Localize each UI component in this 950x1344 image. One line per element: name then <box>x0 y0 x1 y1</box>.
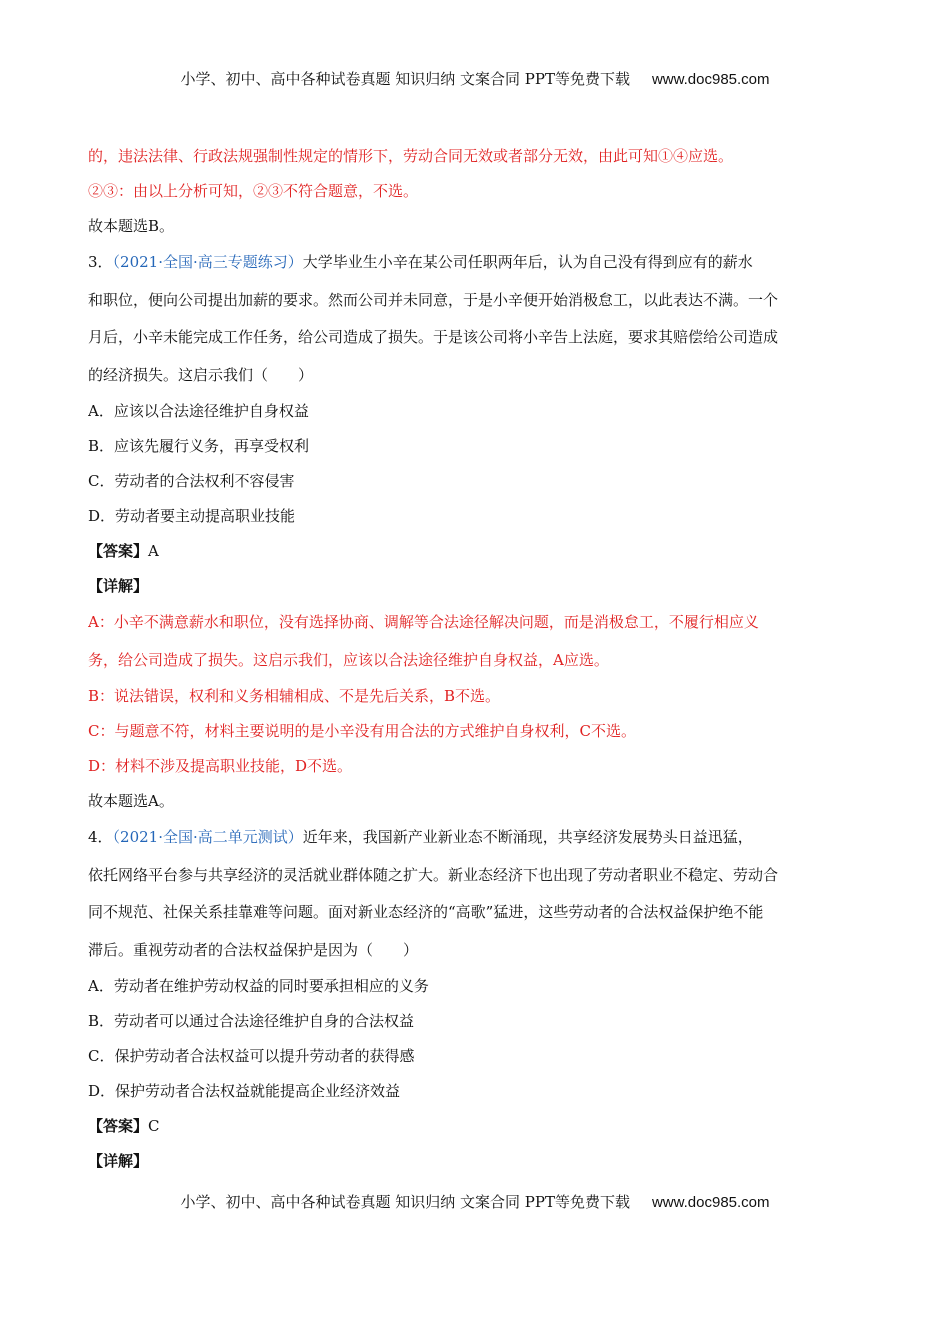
answer-tag: 【答案】 <box>88 542 149 560</box>
q3-detail-line: 务，给公司造成了损失。这启示我们，应该以合法途径维护自身权益，A应选。 <box>88 650 609 669</box>
prev-explanation-line: 的，违法法律、行政法规强制性规定的情形下，劳动合同无效或者部分无效，由此可知①④应选。 <box>88 147 734 165</box>
q4-option-a: A．劳动者在维护劳动权益的同时要承担相应的义务 <box>88 977 429 995</box>
prev-explanation-line: ②③：由以上分析可知，②③不符合题意，不选。 <box>88 182 419 200</box>
footer-text: 小学、初中、高中各种试卷真题 知识归纳 文案合同 PPT等免费下载 <box>180 1193 630 1211</box>
q4-detail-tag: 【详解】 <box>88 1152 149 1170</box>
q3-stem-line: 的经济损失。这启示我们（ ） <box>88 365 314 384</box>
q4-stem-line: 同不规范、社保关系挂靠难等问题。面对新业态经济的“高歌”猛进，这些劳动者的合法权益保护绝不能 <box>88 903 764 921</box>
q3-option-d: D．劳动者要主动提高职业技能 <box>88 507 296 525</box>
document-body <box>88 139 868 1179</box>
q4-stem-line <box>88 819 868 857</box>
q4-stem-line: 滞后。重视劳动者的合法权益保护是因为（ ） <box>88 940 419 959</box>
q3-detail-line: B：说法错误，权利和义务相辅相成、不是先后关系，B不选。 <box>88 687 501 705</box>
footer-site-link[interactable]: www.doc985.com <box>651 1194 770 1211</box>
q3-conclusion: 故本题选A。 <box>88 792 174 810</box>
q3-stem-text: 大学毕业生小辛在某公司任职两年后，认为自己没有得到应有的薪水 <box>302 253 753 271</box>
q4-option-d: D．保护劳动者合法权益就能提高企业经济效益 <box>88 1082 401 1100</box>
header-site-link[interactable]: www.doc985.com <box>651 71 770 88</box>
answer-value: C <box>148 1117 160 1135</box>
q3-answer <box>88 534 868 569</box>
q3-stem-line <box>88 244 868 282</box>
q3-source: （2021·全国·高三专题练习） <box>112 253 303 271</box>
q3-option-c: C．劳动者的合法权利不容侵害 <box>88 472 295 490</box>
answer-tag: 【答案】 <box>88 1117 149 1135</box>
page-header <box>0 68 950 89</box>
q3-detail-line: D：材料不涉及提高职业技能，D不选。 <box>88 757 353 775</box>
q4-answer <box>88 1109 868 1144</box>
answer-value: A <box>148 542 159 560</box>
q4-number: 4． <box>88 828 113 846</box>
page-footer <box>0 1191 950 1212</box>
q4-option-c: C．保护劳动者合法权益可以提升劳动者的获得感 <box>88 1047 415 1065</box>
q3-option-b: B．应该先履行义务，再享受权利 <box>88 437 310 455</box>
q4-source: （2021·全国·高二单元测试） <box>112 828 303 846</box>
prev-conclusion: 故本题选B。 <box>88 217 175 235</box>
q4-stem-line: 依托网络平台参与共享经济的灵活就业群体随之扩大。新业态经济下也出现了劳动者职业不稳定、劳动合 <box>88 865 779 884</box>
q3-stem-line: 月后，小辛未能完成工作任务，给公司造成了损失。于是该公司将小辛告上法庭，要求其赔偿给公司造成 <box>88 328 779 346</box>
q3-detail-line: C：与题意不符，材料主要说明的是小辛没有用合法的方式维护自身权利，C不选。 <box>88 722 636 740</box>
q4-option-b: B．劳动者可以通过合法途径维护自身的合法权益 <box>88 1012 415 1030</box>
q3-detail-line: A：小辛不满意薪水和职位，没有选择协商、调解等合法途径解决问题，而是消极怠工，不履行相应义 <box>88 613 759 631</box>
q4-stem-text: 近年来，我国新产业新业态不断涌现，共享经济发展势头日益迅猛， <box>302 828 753 846</box>
q3-option-a: A．应该以合法途径维护自身权益 <box>88 402 309 420</box>
header-text: 小学、初中、高中各种试卷真题 知识归纳 文案合同 PPT等免费下载 <box>180 70 630 88</box>
q3-detail-tag: 【详解】 <box>88 577 149 595</box>
q3-number: 3． <box>88 253 113 271</box>
q3-stem-line: 和职位，便向公司提出加薪的要求。然而公司并未同意，于是小辛便开始消极怠工，以此表达不满。一个 <box>88 290 779 309</box>
